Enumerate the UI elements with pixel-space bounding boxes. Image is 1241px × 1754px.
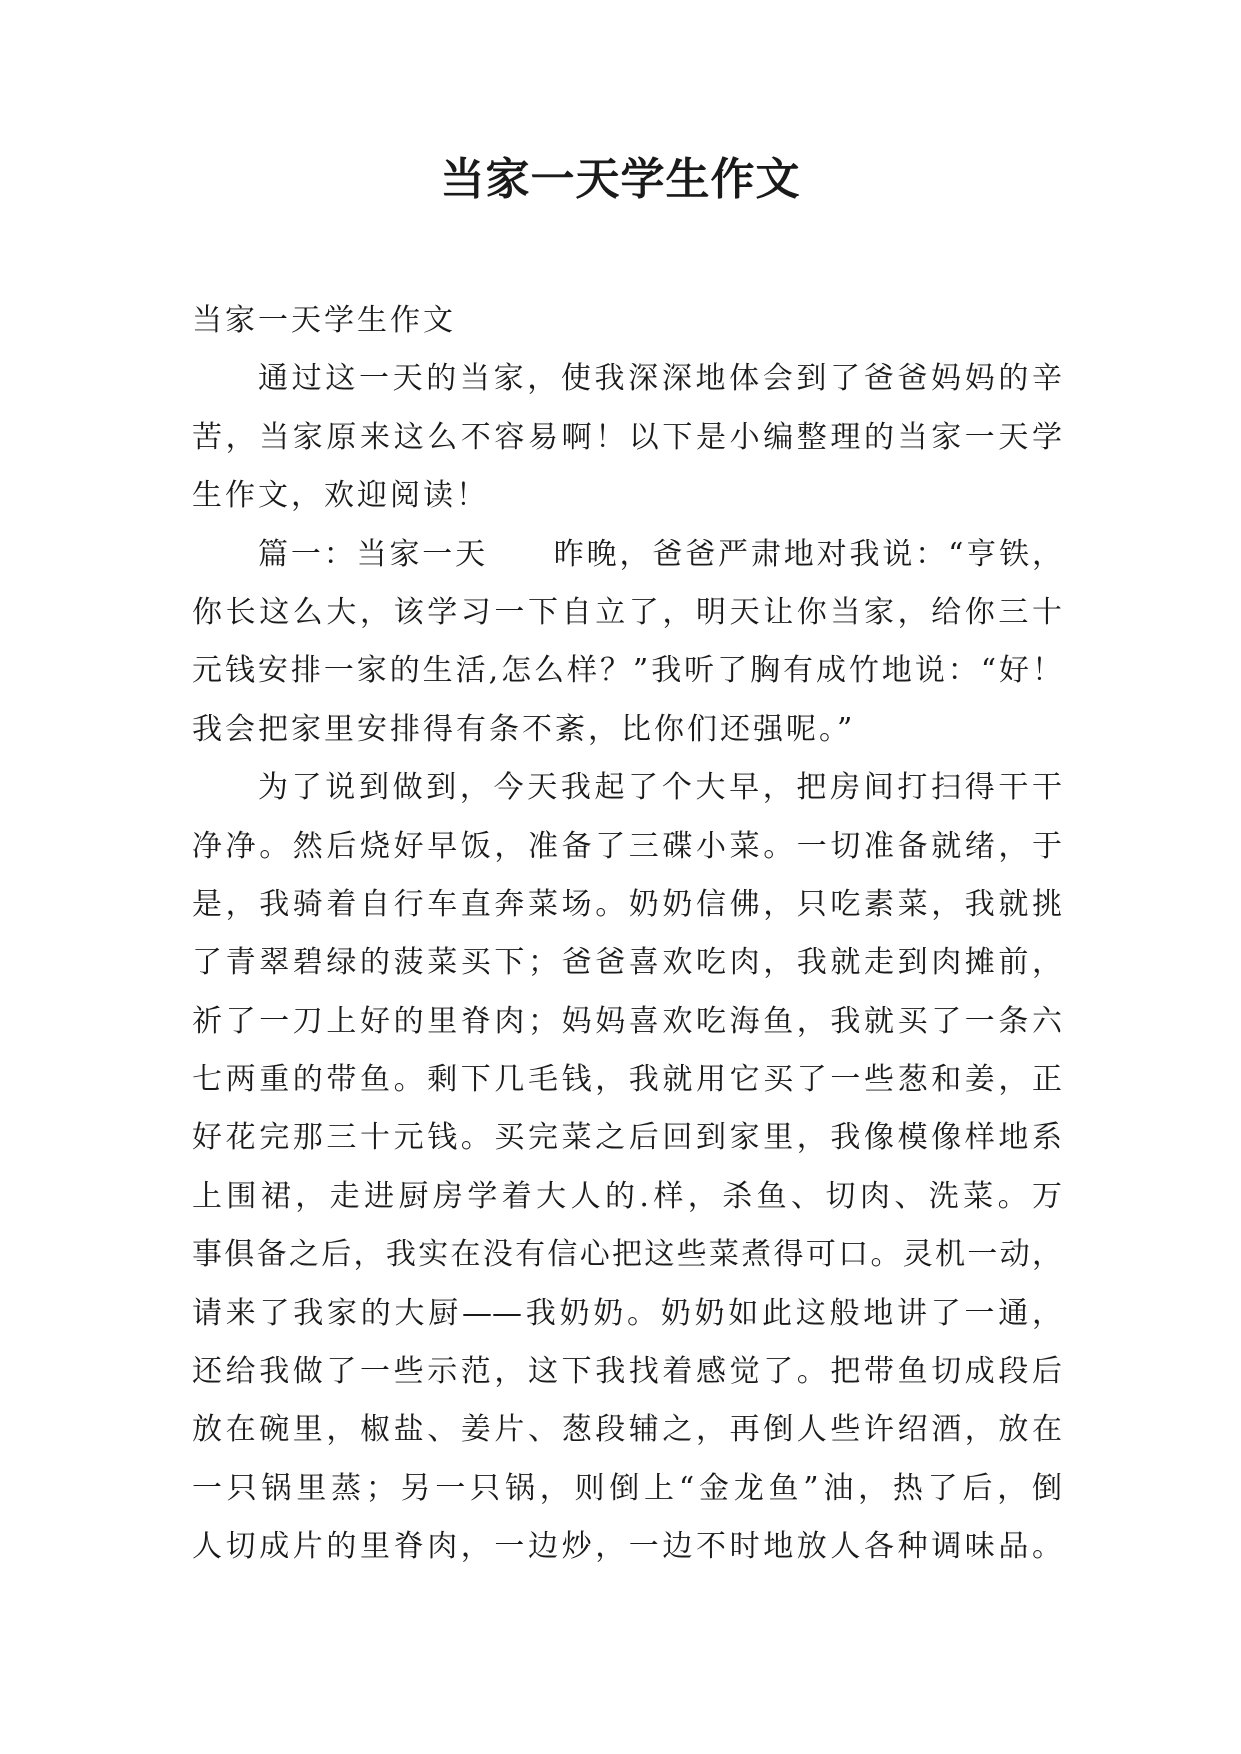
body-line: 生作文，欢迎阅读！ bbox=[192, 478, 489, 514]
body-line: 七两重的带鱼。剩下几毛钱，我就用它买了一些葱和姜，正 bbox=[192, 1062, 1062, 1098]
body-line: 篇一：当家一天 昨晚，爸爸严肃地对我说：“亨铁， bbox=[258, 536, 1062, 572]
body-line: 苦，当家原来这么不容易啊！以下是小编整理的当家一天学 bbox=[192, 419, 1062, 455]
body-line: 你长这么大，该学习一下自立了，明天让你当家，给你三十 bbox=[192, 594, 1062, 630]
body-line: 人切成片的里脊肉，一边炒，一边不时地放人各种调味品。 bbox=[192, 1529, 1062, 1565]
body-line: 我会把家里安排得有条不紊，比你们还强呢。” bbox=[192, 711, 856, 747]
body-line: 了青翠碧绿的菠菜买下；爸爸喜欢吃肉，我就走到肉摊前， bbox=[192, 945, 1062, 981]
body-line: 祈了一刀上好的里脊肉；妈妈喜欢吃海鱼，我就买了一条六 bbox=[192, 1003, 1062, 1039]
body-line: 事俱备之后，我实在没有信心把这些菜煮得可口。灵机一动， bbox=[192, 1237, 1062, 1273]
body-line: 净净。然后烧好早饭，准备了三碟小菜。一切准备就绪，于 bbox=[192, 828, 1062, 864]
body-line-subtitle: 当家一天学生作文 bbox=[192, 303, 456, 338]
body-line: 还给我做了一些示范，这下我找着感觉了。把带鱼切成段后 bbox=[192, 1354, 1062, 1390]
body-line: 为了说到做到，今天我起了个大早，把房间打扫得干干 bbox=[258, 770, 1062, 806]
document-body bbox=[192, 292, 1062, 1577]
body-line: 上围裙，走进厨房学着大人的.样，杀鱼、切肉、洗菜。万 bbox=[192, 1178, 1062, 1214]
body-line: 通过这一天的当家，使我深深地体会到了爸爸妈妈的辛 bbox=[258, 361, 1062, 397]
body-line: 一只锅里蒸；另一只锅，则倒上“金龙鱼”油，热了后，倒 bbox=[192, 1470, 1062, 1506]
body-line: 是，我骑着自行车直奔菜场。奶奶信佛，只吃素菜，我就挑 bbox=[192, 886, 1062, 922]
document-title: 当家一天学生作文 bbox=[440, 154, 801, 205]
body-line: 好花完那三十元钱。买完菜之后回到家里，我像模像样地系 bbox=[192, 1120, 1062, 1156]
body-line: 请来了我家的大厨——我奶奶。奶奶如此这般地讲了一通， bbox=[192, 1295, 1062, 1331]
body-line: 放在碗里，椒盐、姜片、葱段辅之，再倒人些许绍酒，放在 bbox=[192, 1412, 1062, 1448]
body-line: 元钱安排一家的生活,怎么样？”我听了胸有成竹地说：“好！ bbox=[192, 653, 1062, 689]
